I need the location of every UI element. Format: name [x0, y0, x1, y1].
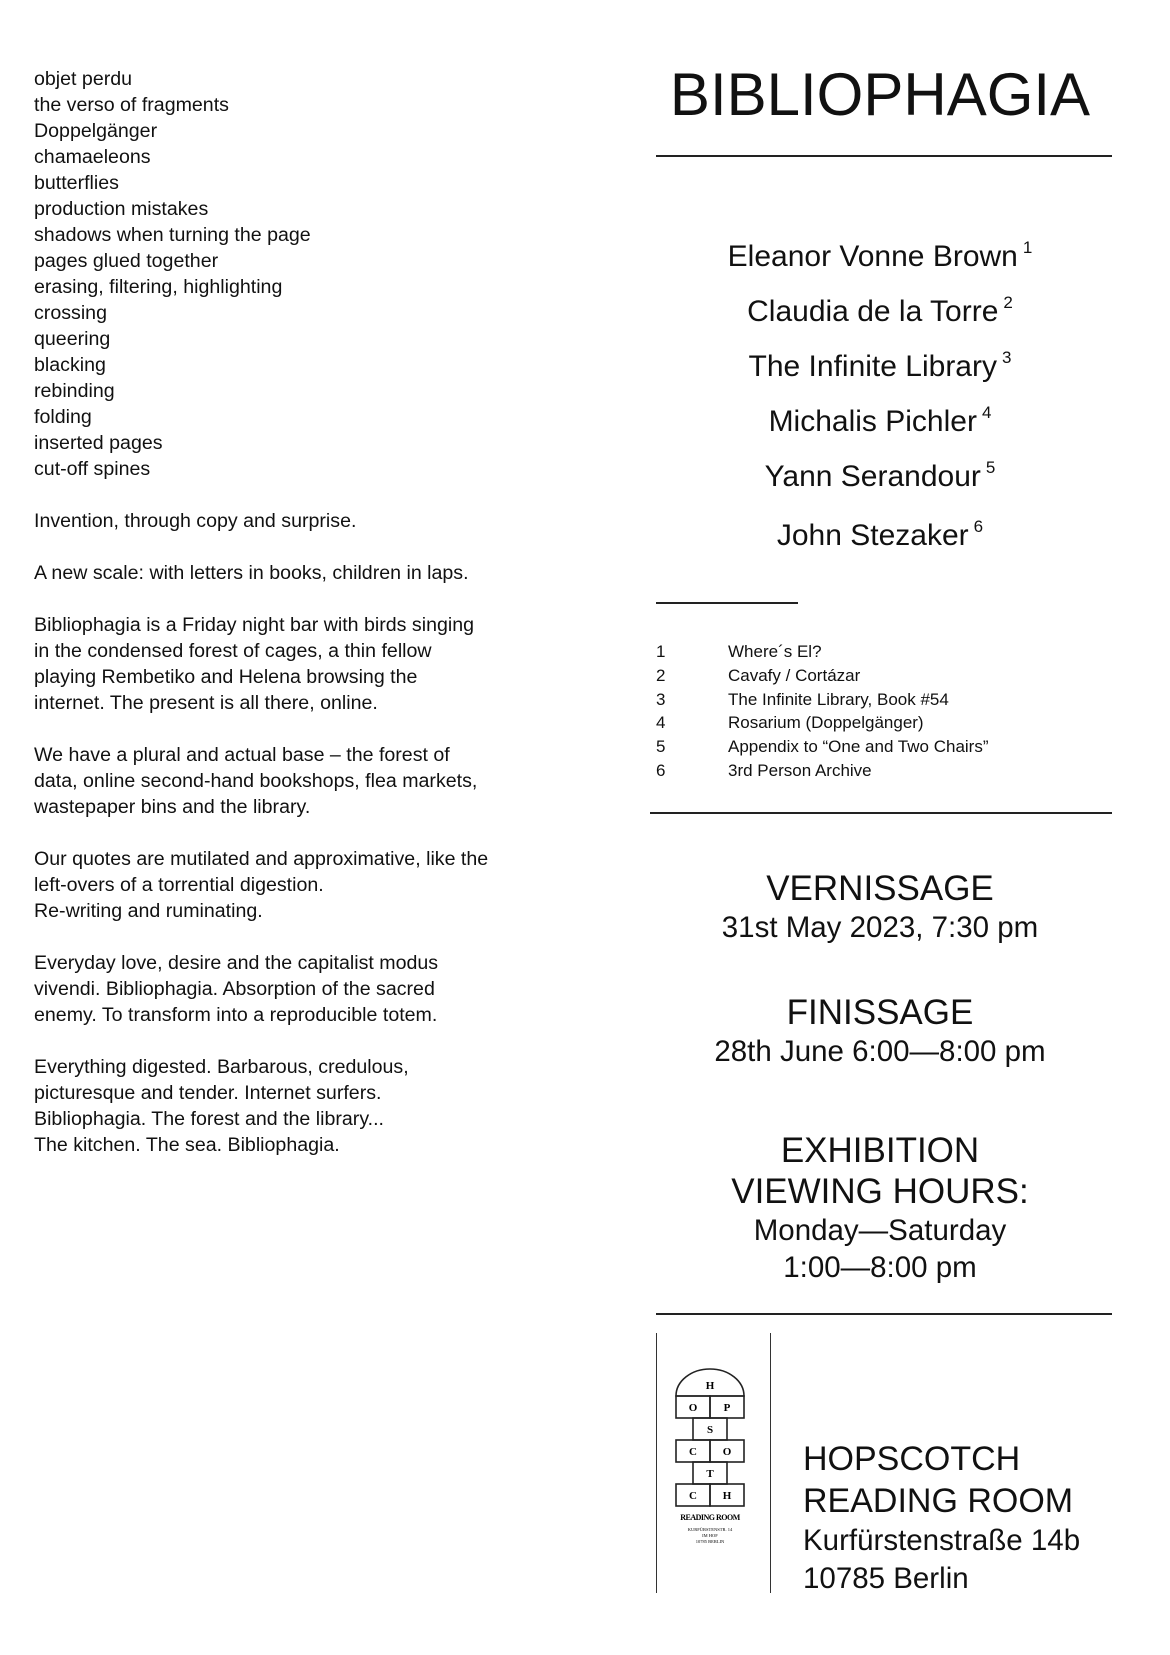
logo-letter: O: [722, 1446, 732, 1458]
hopscotch-logo: [664, 1334, 756, 1584]
list-item: queering: [34, 328, 111, 350]
artist-ref: 4: [981, 403, 992, 422]
list-item: rebinding: [34, 380, 115, 402]
paragraph-line: Invention, through copy and surprise.: [34, 510, 357, 532]
paragraph-line: playing Rembetiko and Helena browsing the: [34, 666, 418, 688]
paragraph-line: Bibliophagia. The forest and the library...: [34, 1108, 384, 1130]
list-item: chamaeleons: [34, 146, 151, 168]
work-number: 4: [656, 713, 666, 733]
paragraph: [34, 950, 574, 1028]
artist-ref: 5: [985, 458, 996, 477]
work-number: 2: [656, 665, 666, 685]
paragraph-line: internet. The present is all there, online.: [34, 692, 378, 714]
paragraph-line: wastepaper bins and the library.: [34, 796, 311, 818]
work-item: [656, 688, 1096, 712]
list-item: shadows when turning the page: [34, 224, 311, 246]
viewing-hours-block: [650, 1130, 1110, 1286]
paragraph-line: Our quotes are mutilated and approximative, like the: [34, 848, 489, 870]
paragraph: [34, 742, 574, 820]
venue-block: [803, 1438, 1163, 1598]
list-item: erasing, filtering, highlighting: [34, 276, 283, 298]
list-item: crossing: [34, 302, 107, 324]
work-title: The Infinite Library, Book #54: [728, 689, 949, 709]
paragraph-line: in the condensed forest of cages, a thin fellow: [34, 640, 432, 662]
logo-address: IM HOF: [702, 1533, 718, 1538]
artist-name: Claudia de la Torre: [747, 295, 999, 328]
work-number: 3: [656, 689, 666, 709]
paragraph-line: We have a plural and actual base – the forest of: [34, 744, 450, 766]
vernissage-date: 31st May 2023, 7:30 pm: [721, 911, 1039, 944]
list-item: production mistakes: [34, 198, 209, 220]
work-title: Where´s El?: [728, 642, 822, 661]
logo-letter: P: [723, 1402, 731, 1414]
hours-time: 1:00—8:00 pm: [783, 1251, 977, 1284]
work-title: 3rd Person Archive: [728, 760, 872, 780]
paragraph: [34, 612, 574, 716]
intro-list: [34, 66, 574, 482]
hours-days: Monday—Saturday: [753, 1214, 1007, 1247]
artist-item: [650, 499, 1110, 554]
works-divider: [650, 812, 1112, 814]
venue-city: 10785 Berlin: [803, 1562, 969, 1595]
paragraph-line: picturesque and tender. Internet surfers.: [34, 1082, 382, 1104]
artist-item: [650, 220, 1110, 275]
paragraph-line: Everyday love, desire and the capitalist modus: [34, 952, 439, 974]
work-title: Appendix to “One and Two Chairs”: [728, 737, 989, 757]
paragraph-line: Everything digested. Barbarous, credulous,: [34, 1056, 409, 1078]
works-list: [656, 640, 1096, 783]
work-item: [656, 640, 1096, 664]
manifesto-text: [34, 66, 574, 1158]
work-item: [656, 759, 1096, 783]
artist-list: [650, 220, 1110, 554]
venue-name: HOPSCOTCH: [803, 1440, 1021, 1478]
artist-item: [650, 385, 1110, 440]
logo-address: 10785 BERLIN: [695, 1539, 725, 1544]
venue-street: Kurfürstenstraße 14b: [803, 1524, 1081, 1557]
paragraph-line: Re-writing and ruminating.: [34, 900, 263, 922]
artist-name: The Infinite Library: [748, 350, 997, 383]
paragraph: [34, 560, 574, 586]
list-item: blacking: [34, 354, 106, 376]
venue-mid-rule: [770, 1333, 771, 1593]
finissage-block: [650, 992, 1110, 1070]
artist-ref: 1: [1022, 238, 1033, 257]
hours-heading: EXHIBITION: [780, 1131, 980, 1170]
venue-name: READING ROOM: [803, 1482, 1074, 1520]
artist-name: Yann Serandour: [764, 460, 981, 493]
paragraph-line: vivendi. Bibliophagia. Absorption of the sacred: [34, 978, 435, 1000]
artist-name: John Stezaker: [776, 519, 969, 552]
logo-letter: T: [706, 1468, 714, 1480]
artist-ref: 2: [1003, 293, 1013, 312]
artist-item: [650, 330, 1110, 385]
logo-letter: O: [688, 1402, 698, 1414]
artist-name: Michalis Pichler: [768, 405, 977, 438]
work-number: 5: [656, 737, 666, 757]
logo-letter: C: [689, 1490, 697, 1502]
paragraph: [34, 508, 574, 534]
paragraph: [34, 846, 574, 924]
finissage-date: 28th June 6:00—8:00 pm: [714, 1035, 1046, 1068]
logo-address: KURFÜRSTENSTR. 14: [687, 1527, 733, 1532]
list-item: folding: [34, 406, 92, 428]
finissage-heading: FINISSAGE: [786, 993, 974, 1032]
venue-left-rule: [656, 1333, 657, 1593]
list-item: butterflies: [34, 172, 119, 194]
footnote-divider: [656, 602, 798, 604]
work-item: [656, 664, 1096, 688]
paragraph-line: enemy. To transform into a reproducible totem.: [34, 1004, 438, 1026]
page-title: BIBLIOPHAGIA: [669, 61, 1091, 128]
paragraph-line: The kitchen. The sea. Bibliophagia.: [34, 1134, 340, 1156]
work-title: Rosarium (Doppelgänger): [728, 713, 924, 733]
logo-letter: H: [722, 1490, 732, 1502]
artist-ref: 6: [973, 517, 984, 536]
hours-divider: [656, 1313, 1112, 1315]
work-number: 1: [656, 642, 666, 661]
list-item: the verso of fragments: [34, 94, 229, 116]
artist-item: [650, 275, 1110, 330]
logo-letter: H: [705, 1380, 715, 1392]
hours-heading: VIEWING HOURS:: [731, 1172, 1029, 1211]
vernissage-heading: VERNISSAGE: [766, 869, 994, 908]
artist-name: Eleanor Vonne Brown: [727, 240, 1018, 273]
logo-letter: C: [689, 1446, 697, 1458]
logo-letter: S: [706, 1424, 714, 1436]
list-item: cut-off spines: [34, 458, 151, 480]
list-item: Doppelgänger: [34, 120, 158, 142]
logo-name: READING ROOM: [680, 1513, 740, 1522]
work-number: 6: [656, 760, 666, 780]
list-item: objet perdu: [34, 68, 133, 90]
vernissage-block: [650, 868, 1110, 946]
list-item: pages glued together: [34, 250, 219, 272]
work-item: [656, 735, 1096, 759]
paragraph-line: Bibliophagia is a Friday night bar with birds singing: [34, 614, 475, 636]
paragraph-line: A new scale: with letters in books, children in laps.: [34, 562, 469, 584]
paragraph-line: left-overs of a torrential digestion.: [34, 874, 324, 896]
paragraph-line: data, online second-hand bookshops, flea markets,: [34, 770, 478, 792]
title-divider: [656, 155, 1112, 157]
artist-item: [650, 440, 1110, 495]
work-title: Cavafy / Cortázar: [728, 665, 861, 685]
work-item: [656, 711, 1096, 735]
paragraph: [34, 1054, 574, 1158]
list-item: inserted pages: [34, 432, 163, 454]
artist-ref: 3: [1001, 348, 1012, 367]
